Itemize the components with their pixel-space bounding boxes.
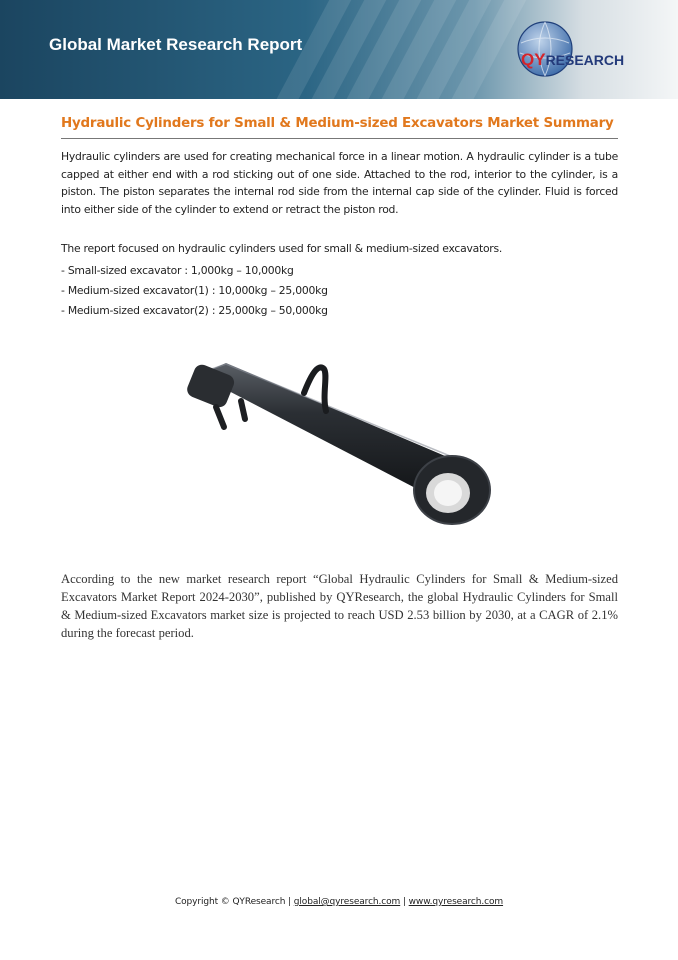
segment-list xyxy=(61,261,618,321)
focus-paragraph: The report focused on hydraulic cylinders used for small & medium-sized excavators. xyxy=(61,242,503,255)
list-item: - Medium-sized excavator(1) : 10,000kg – 25,000kg xyxy=(61,284,328,297)
intro-paragraph: Hydraulic cylinders are used for creating mechanical force in a linear motion. A hydraulic cylinder is a tube capped at either end with a rod sticking out of one side. Attached to the rod, interior to the cylinder, is a piston. The piston separates the internal rod side from the internal cap side of the cylinder. Fluid is forced into either side of the cylinder to extend or retract the piston rod. xyxy=(61,150,618,216)
market-summary-title: Hydraulic Cylinders for Small & Medium-sized Excavators Market Summary xyxy=(61,116,614,131)
logo-qy-text: QY xyxy=(521,50,546,69)
list-item: - Small-sized excavator : 1,000kg – 10,000kg xyxy=(61,264,294,277)
logo-research-text: RESEARCH xyxy=(545,52,625,68)
title-divider xyxy=(61,138,618,139)
forecast-paragraph: According to the new market research report “Global Hydraulic Cylinders for Small & Medium-sized Excavators Market Report 2024-2030”, published by QYResearch, the global Hydraulic Cylinders for Small & Medium-sized Excavators market size is projected to reach USD 2.53 billion by 2030, at a CAGR of 2.1% during the forecast period. xyxy=(61,572,618,640)
footer-separator: | xyxy=(402,897,406,907)
qyresearch-logo-text xyxy=(521,50,624,70)
list-item: - Medium-sized excavator(2) : 25,000kg – 50,000kg xyxy=(61,304,328,317)
page-footer xyxy=(0,897,678,907)
footer-separator: | xyxy=(288,897,292,907)
report-header-title: Global Market Research Report xyxy=(49,35,303,54)
email-link[interactable]: global@qyresearch.com xyxy=(293,897,401,907)
hydraulic-cylinder-image xyxy=(186,355,496,545)
website-link[interactable]: www.qyresearch.com xyxy=(408,897,504,907)
copyright-text: Copyright © QYResearch xyxy=(174,897,286,907)
